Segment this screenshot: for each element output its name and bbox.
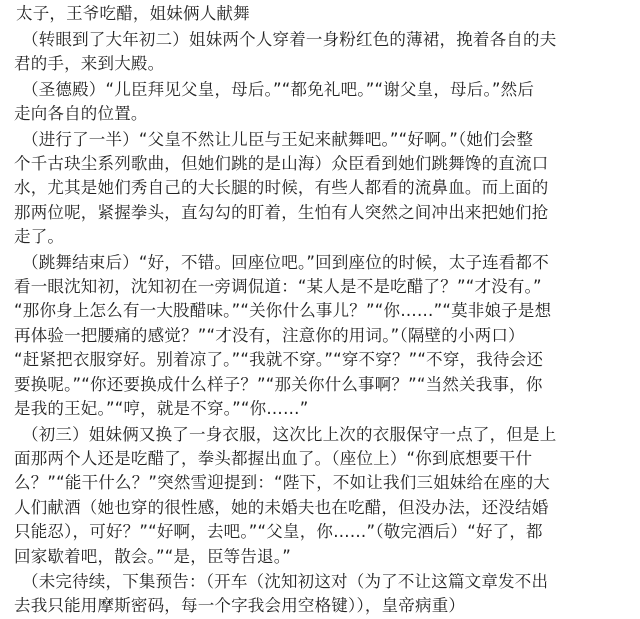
text-line: （转眼到了大年初二）姐妹两个人穿着一身粉红色的薄裙，挽着各自的夫 (22, 30, 557, 49)
paragraph-list (14, 28, 626, 619)
text-line: 只能忍），可好？”“好啊，去吧。”“父皇，你……”（敬完酒后）“好了，都 (14, 522, 543, 542)
paragraph (14, 128, 626, 250)
text-line: 再体验一把腰痛的感觉？”“才没有，注意你的用词。”（隔壁的小两口） (14, 325, 525, 345)
text-line: “赶紧把衣服穿好。别着凉了。”“我就不穿。”“穿不穿？”“不穿，我待会还 (14, 350, 544, 370)
paragraph (14, 251, 626, 422)
text-line: 么？”“能干什么？”突然雪迎提到：“陛下，不如让我们三姐妹给在座的大 (14, 473, 550, 493)
text-line: 人们献酒（她也穿的很性感，她的未婚夫也在吃醋，但没办法，还没结婚 (14, 497, 549, 517)
text-line: “那你身上怎么有一大股醋味。”“关你什么事儿？”“你……”“莫非娘子是想 (14, 301, 552, 321)
text-line: （未完待续，下集预告：（开车（沈知初这对（为了不让这篇文章发不出 (22, 571, 549, 591)
text-line: 走了。 (14, 227, 65, 247)
text-line: 个千古玦尘系列歌曲，但她们跳的是山海）众臣看到她们跳舞馋的直流口 (14, 154, 549, 174)
text-line: 是我的王妃。”“哼，就是不穿。”“你……” (14, 399, 309, 419)
text-line: 水，尤其是她们秀自己的大长腿的时候，有些人都看的流鼻血。而上面的 (14, 178, 549, 198)
text-line: （进行了一半）“父皇不然让儿臣与王妃来献舞吧。”“好啊。”（她们会整 (22, 129, 534, 149)
text-line: 走向各自的位置。 (14, 104, 148, 124)
text-line: 回家歇着吧，散会。”“是，臣等告退。” (14, 546, 291, 566)
text-line: （跳舞结束后）“好，不错。回座位吧。”回到座位的时候，太子连看都不 (22, 252, 549, 272)
paragraph (14, 78, 626, 127)
text-line: 面那两个人还是吃醋了，拳头都握出血了。（座位上）“你到底想要干什 (14, 448, 533, 468)
document-title: 太子，王爷吃醋，姐妹俩人献舞 (16, 4, 250, 23)
text-line: （初三）姐妹俩又换了一身衣服，这次比上次的衣服保守一点了，但是上 (22, 424, 557, 444)
text-line: 君的手，来到大殿。 (14, 54, 165, 74)
text-line: （圣德殿）“儿臣拜见父皇，母后。”“都免礼吧。”“谢父皇，母后。”然后 (22, 79, 535, 99)
paragraph (14, 423, 626, 569)
paragraph (14, 570, 626, 619)
paragraph (14, 28, 626, 77)
text-line: 要换呢。”“你还要换成什么样子？”“那关你什么事啊？”“当然关我事，你 (14, 374, 543, 394)
text-line: 去我只能用摩斯密码，每一个字我会用空格键）），皇帝病重） (14, 596, 466, 616)
text-line: 看一眼沈知初，沈知初在一旁调侃道：“某人是不是吃醋了？”“才没有。” (14, 277, 542, 297)
text-line: 那两位呢，紧握拳头，直勾勾的盯着，生怕有人突然之间冲出来把她们抢 (14, 202, 549, 222)
